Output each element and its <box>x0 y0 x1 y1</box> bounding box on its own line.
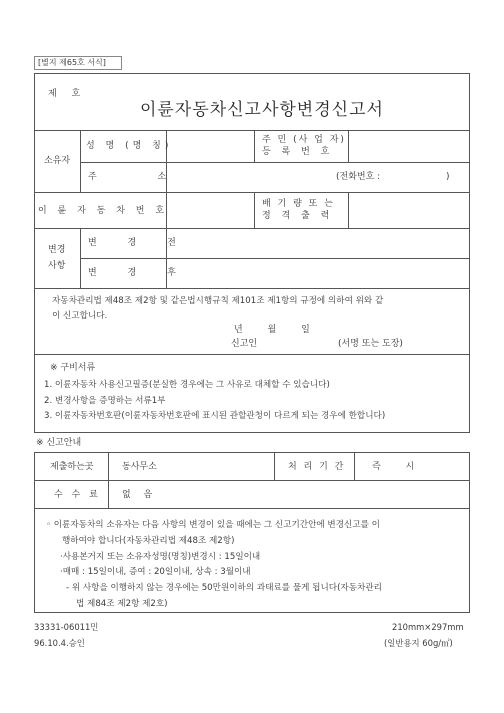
divider <box>34 480 470 481</box>
resident-id-label-1: 주 민 (사 업 자) <box>262 135 346 145</box>
displacement-field[interactable] <box>349 193 469 227</box>
address-field[interactable] <box>167 163 469 191</box>
before-label: 변 경 전 <box>88 238 176 248</box>
phone-label: (전화번호 : <box>336 172 381 182</box>
approval-date: 96.10.4.승인 <box>34 638 85 648</box>
guide-note-3: ·사용본거지 또는 소유자성명(명칭)변경시 : 15일이내 <box>60 552 261 562</box>
number-label: 제 호 <box>48 89 87 99</box>
displacement-label-1: 배 기 량 또 는 <box>262 199 335 209</box>
vehicle-number-label: 이 륜 자 동 차 번 호 <box>38 206 169 216</box>
fee-label: 수 수 료 <box>54 490 98 500</box>
divider <box>80 130 81 192</box>
address-label: 주 소 <box>88 172 167 182</box>
docs-heading: ※ 구비서류 <box>50 363 96 373</box>
vehicle-number-field[interactable] <box>167 193 253 227</box>
guide-note-4: ·매매 : 15일이내, 증여 : 20일이내, 상속 : 3월이내 <box>60 567 251 577</box>
page-title: 이륜자동차신고사항변경신고서 <box>140 100 384 120</box>
change-section-label-2: 사항 <box>48 261 66 271</box>
divider <box>254 130 255 162</box>
owner-name-label: 성 명 (명 칭) <box>86 141 173 151</box>
guide-heading: ※ 신고안내 <box>36 438 82 448</box>
guide-note-5: - 위 사항을 이행하지 않는 경우에는 50만원이하의 과태료를 물게 됩니다(자동차관리 <box>66 583 382 593</box>
signature-label: (서명 또는 도장) <box>338 339 403 349</box>
divider <box>34 288 470 289</box>
phone-close: ) <box>446 172 450 182</box>
period-value: 즉 시 <box>372 462 415 472</box>
declaration-line-2: 이 신고합니다. <box>52 311 108 321</box>
owner-section-label: 소유자 <box>44 156 71 166</box>
divider <box>274 452 275 480</box>
resident-id-label-2: 등 록 번 호 <box>262 147 334 157</box>
change-section-label-1: 변경 <box>48 245 66 255</box>
guide-note-1: ◦ 이륜자동차의 소유자는 다음 사항의 변경이 있을 때에는 그 신고기간안에 변경신고를 이 <box>46 520 380 530</box>
submit-value: 동사무소 <box>122 462 157 472</box>
form-code: 33331-06011민 <box>34 622 99 632</box>
date-line: 년 월 일 <box>234 325 310 335</box>
form-tag: [별지 제65호 서식] <box>38 58 106 67</box>
applicant-label: 신고인 <box>231 339 258 349</box>
guide-note-2: 행하여야 합니다(자동차관리법 제48조 제2항) <box>62 536 235 546</box>
period-label: 처 리 기 간 <box>288 462 346 472</box>
paper-type: (일반용지 60g/㎡) <box>384 638 453 648</box>
submit-label: 제출하는곳 <box>50 462 94 472</box>
docs-item-3: 3. 이륜자동차번호판(이륜자동차번호판에 표시된 관할관청이 다르게 되는 경우에 한합니다) <box>44 411 386 421</box>
owner-name-field[interactable] <box>167 131 253 161</box>
divider <box>354 452 355 480</box>
after-label: 변 경 후 <box>88 268 176 278</box>
fee-value: 없 음 <box>122 490 153 500</box>
after-field[interactable] <box>167 259 469 287</box>
paper-size: 210mm×297mm <box>392 622 464 632</box>
docs-item-1: 1. 이륜자동차 사용신고필증(분실한 경우에는 그 사유로 대체할 수 있습니다) <box>44 380 330 390</box>
guide-note-6: 법 제84조 제2항 제2호) <box>76 599 168 609</box>
resident-id-field[interactable] <box>349 131 469 161</box>
divider <box>254 192 255 228</box>
before-field[interactable] <box>167 229 469 257</box>
divider <box>108 452 109 508</box>
declaration-line-1: 자동차관리법 제48조 제2항 및 같은법시행규칙 제101조 제1항의 규정에 의하여 위와 같 <box>52 296 384 306</box>
divider <box>34 508 470 509</box>
displacement-label-2: 정 격 출 력 <box>262 211 334 221</box>
docs-item-2: 2. 변경사항을 증명하는 서류1부 <box>44 396 166 406</box>
divider <box>34 354 470 355</box>
